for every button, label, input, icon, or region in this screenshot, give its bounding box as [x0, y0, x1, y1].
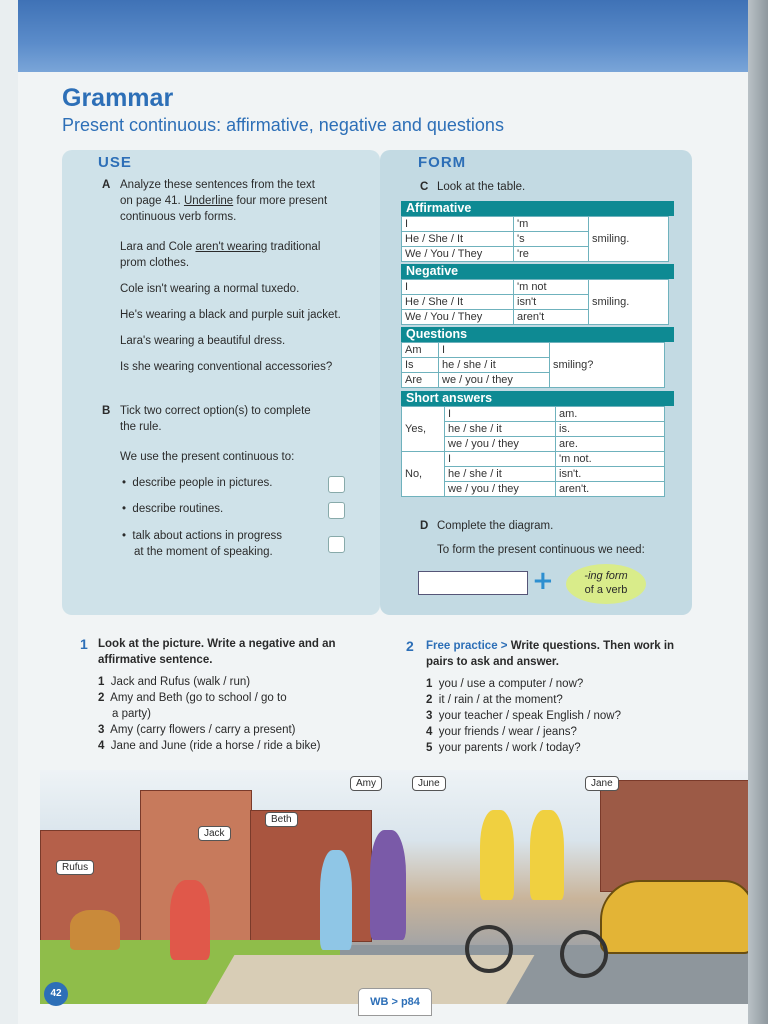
exercise-2-item-5: 5 your parents / work / today? [426, 742, 581, 754]
table-cell: 're [514, 247, 589, 262]
bike-wheel [465, 925, 513, 973]
task-a-line2: on page 41. Underline four more present [120, 195, 328, 207]
ing-form-oval: -ing form of a verb [566, 564, 646, 604]
negative-header: Negative [401, 264, 674, 279]
exercise-1-item-2-cont: a party) [112, 708, 151, 720]
option-3-line2: at the moment of speaking. [134, 546, 273, 558]
short-answers-table [401, 406, 665, 497]
table-cell: smiling. [589, 280, 669, 325]
task-a-letter: A [102, 179, 111, 191]
table-cell: we / you / they [445, 482, 556, 497]
header-band [18, 0, 748, 72]
questions-table [401, 342, 665, 388]
table-cell: are. [556, 437, 665, 452]
plus-icon: + [532, 566, 554, 596]
table-cell: aren't [514, 310, 589, 325]
diagram-answer-box[interactable] [418, 571, 528, 595]
sentence-4: Lara's wearing a beautiful dress. [120, 335, 286, 347]
table-cell: Are [402, 373, 439, 388]
jane-figure [530, 810, 564, 900]
option-3-checkbox[interactable] [328, 536, 345, 553]
option-3: • talk about actions in progress [122, 530, 283, 542]
sentence-1: Lara and Cole aren't wearing traditional [120, 241, 321, 253]
table-cell: We / You / They [402, 247, 514, 262]
exercise-1-item-3: 3 Amy (carry flowers / carry a present) [98, 724, 296, 736]
exercise-2-item-1: 1 you / use a computer / now? [426, 678, 584, 690]
page-subtitle: Present continuous: affirmative, negative and questions [62, 115, 504, 135]
sentence-3: He's wearing a black and purple suit jacket. [120, 309, 341, 321]
sentence-5: Is she wearing conventional accessories? [120, 361, 333, 373]
table-cell: he / she / it [445, 467, 556, 482]
exercise-1-number: 1 [80, 636, 88, 652]
short-answers-header: Short answers [401, 391, 674, 406]
task-a-line1: Analyze these sentences from the text [120, 179, 315, 191]
table-cell: we / you / they [445, 437, 556, 452]
exercise-1-item-4: 4 Jane and June (ride a horse / ride a bike) [98, 740, 321, 752]
table-cell: Yes, [402, 407, 445, 452]
bike-wheel [560, 930, 608, 978]
task-a-line3: continuous verb forms. [120, 211, 237, 223]
exercise-2-instruction-line2: pairs to ask and answer. [426, 656, 559, 668]
table-cell: No, [402, 452, 445, 497]
page-title: Grammar [62, 84, 174, 112]
street-illustration [40, 770, 748, 1004]
exercise-2-number: 2 [406, 638, 414, 654]
task-d-sub: To form the present continuous we need: [437, 544, 645, 556]
exercise-2-item-3: 3 your teacher / speak English / now? [426, 710, 621, 722]
affirmative-header: Affirmative [401, 201, 674, 216]
option-2: • describe routines. [122, 503, 224, 515]
label-june: June [412, 776, 446, 791]
table-cell: isn't [514, 295, 589, 310]
table-cell: 'm not [514, 280, 589, 295]
table-cell: He / She / It [402, 295, 514, 310]
table-cell: I [402, 280, 514, 295]
task-b-line2: the rule. [120, 421, 162, 433]
task-b-letter: B [102, 405, 111, 417]
table-cell: Am [402, 343, 439, 358]
table-cell: 's [514, 232, 589, 247]
table-cell: I [445, 452, 556, 467]
label-amy: Amy [350, 776, 382, 791]
table-cell: he / she / it [445, 422, 556, 437]
building [600, 780, 748, 892]
table-cell: 'm [514, 217, 589, 232]
option-1: • describe people in pictures. [122, 477, 273, 489]
label-rufus: Rufus [56, 860, 94, 875]
sentence-2: Cole isn't wearing a normal tuxedo. [120, 283, 300, 295]
task-d-text: Complete the diagram. [437, 520, 554, 532]
page-spine [748, 0, 768, 1024]
exercise-2-instruction: Free practice > Write questions. Then work in [426, 640, 675, 652]
table-cell: We / You / They [402, 310, 514, 325]
label-beth: Beth [265, 812, 298, 827]
affirmative-table [401, 216, 669, 262]
beth-figure [320, 850, 352, 950]
questions-header: Questions [401, 327, 674, 342]
table-cell: isn't. [556, 467, 665, 482]
table-cell: am. [556, 407, 665, 422]
table-cell: he / she / it [439, 358, 550, 373]
option-2-checkbox[interactable] [328, 502, 345, 519]
table-cell: Is [402, 358, 439, 373]
rufus-figure [70, 910, 120, 950]
june-figure [480, 810, 514, 900]
table-cell: smiling? [550, 343, 665, 388]
yellow-car [600, 880, 748, 954]
workbook-reference: WB > p84 [358, 988, 432, 1016]
task-d-letter: D [420, 520, 429, 532]
exercise-1-item-2: 2 Amy and Beth (go to school / go to [98, 692, 287, 704]
label-jack: Jack [198, 826, 231, 841]
exercise-2-item-4: 4 your friends / wear / jeans? [426, 726, 577, 738]
exercise-1-item-1: 1 Jack and Rufus (walk / run) [98, 676, 251, 688]
negative-table [401, 279, 669, 325]
table-cell: aren't. [556, 482, 665, 497]
table-cell: I [439, 343, 550, 358]
task-c-letter: C [420, 181, 429, 193]
task-c-text: Look at the table. [437, 181, 526, 193]
option-1-checkbox[interactable] [328, 476, 345, 493]
page-number: 42 [44, 982, 68, 1006]
exercise-1-instruction-line2: affirmative sentence. [98, 654, 213, 666]
exercise-1-instruction: Look at the picture. Write a negative and an [98, 638, 336, 650]
table-cell: I [402, 217, 514, 232]
exercise-2-item-2: 2 it / rain / at the moment? [426, 694, 563, 706]
table-cell: He / She / It [402, 232, 514, 247]
table-cell: smiling. [589, 217, 669, 262]
table-cell: is. [556, 422, 665, 437]
table-cell: I [445, 407, 556, 422]
label-jane: Jane [585, 776, 619, 791]
task-b-line1: Tick two correct option(s) to complete [120, 405, 311, 417]
use-heading: USE [98, 154, 132, 171]
rule-text: We use the present continuous to: [120, 451, 295, 463]
table-cell: we / you / they [439, 373, 550, 388]
amy-figure [370, 830, 406, 940]
sentence-1-line2: prom clothes. [120, 257, 190, 269]
jack-figure [170, 880, 210, 960]
form-heading: FORM [418, 154, 467, 171]
building [250, 810, 372, 942]
table-cell: 'm not. [556, 452, 665, 467]
